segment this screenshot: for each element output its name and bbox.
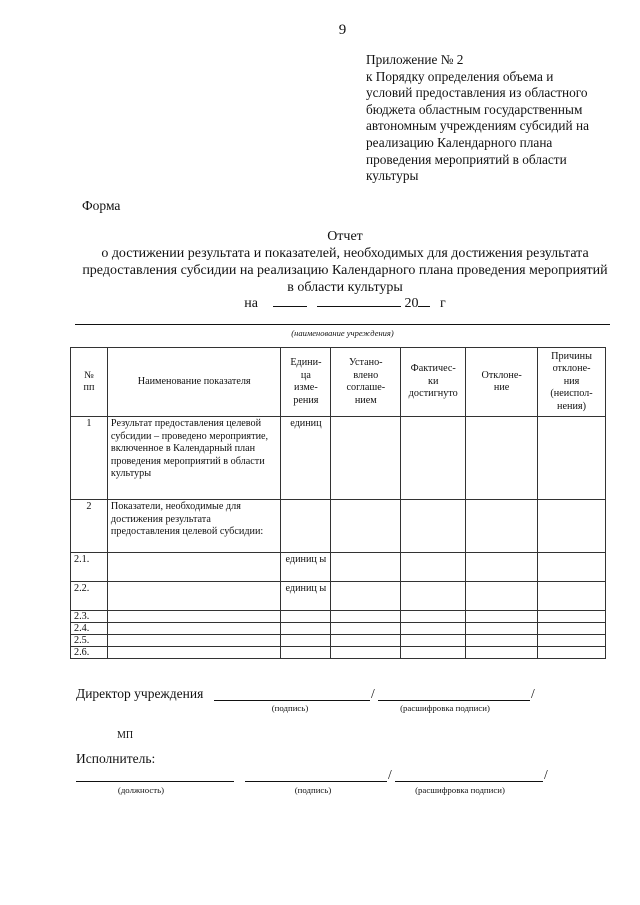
report-table	[70, 347, 606, 659]
row-name: Показатели, необходимые для достижения результата предоставления целевой субсидии:	[107, 500, 281, 553]
agreed-cell[interactable]	[331, 611, 401, 623]
agreed-cell[interactable]	[331, 553, 401, 582]
header-unit	[281, 348, 331, 417]
director-label: Директор учреждения	[76, 686, 204, 701]
slash-separator: /	[544, 767, 548, 782]
organization-caption: (наименование учреждения)	[291, 328, 394, 338]
deviation-cell[interactable]	[466, 553, 538, 582]
stamp-place: МП	[117, 730, 134, 741]
executor-position-caption: (должность)	[117, 785, 165, 795]
deviation-cell[interactable]	[466, 635, 538, 647]
header-line: №	[84, 369, 94, 381]
executor-signature-line[interactable]	[245, 781, 387, 782]
deviation-cell[interactable]	[466, 417, 538, 500]
agreed-cell[interactable]	[331, 623, 401, 635]
row-num: 2.3.	[71, 611, 108, 623]
executor-decoding-caption: (расшифровка подписи)	[415, 785, 505, 795]
header-line: (неиспол-	[550, 388, 593, 400]
title-line: о достижении результата и показателей, необходимых для достижения результата	[101, 246, 589, 261]
organization-name-line[interactable]	[75, 324, 610, 325]
agreed-cell[interactable]	[331, 635, 401, 647]
header-agreed	[331, 348, 401, 417]
row-num: 2.5.	[71, 635, 108, 647]
header-line: нения)	[557, 400, 587, 412]
row-num: 2.4.	[71, 623, 108, 635]
header-line: нием	[354, 394, 377, 406]
actual-cell[interactable]	[401, 582, 466, 611]
agreed-cell[interactable]	[331, 500, 401, 553]
appendix-line: проведения мероприятий в области	[366, 151, 567, 167]
deviation-cell[interactable]	[466, 647, 538, 659]
appendix-line: автономным учреждениям субсидий на	[366, 118, 589, 134]
header-line: ние	[493, 382, 510, 393]
header-line: Отклоне-	[481, 369, 522, 381]
appendix-line: реализацию Календарного плана	[366, 134, 553, 150]
title-line: предоставления субсидии на реализацию Календарного плана проведения мероприятий	[82, 263, 608, 278]
header-line: отклоне-	[552, 363, 591, 375]
row-name[interactable]	[107, 553, 281, 582]
row-unit: единиц ы	[281, 553, 331, 582]
header-line: Едини-	[290, 357, 322, 368]
header-line: соглаше-	[346, 382, 386, 393]
row-num: 2.1.	[71, 553, 108, 582]
table-row	[71, 500, 606, 553]
day-blank[interactable]	[273, 294, 307, 307]
table-row	[71, 553, 606, 582]
appendix-line: бюджета областным государственным	[366, 101, 583, 117]
header-line: Фактичес-	[410, 363, 456, 375]
header-line: Устано-	[349, 357, 383, 368]
date-suffix: г	[439, 296, 446, 311]
director-decoding-line[interactable]	[378, 700, 530, 701]
director-signature-caption: (подпись)	[271, 703, 309, 713]
row-name[interactable]	[107, 611, 281, 623]
header-deviation	[466, 348, 538, 417]
row-unit[interactable]	[281, 623, 331, 635]
title-line: в области культуры	[287, 280, 403, 295]
form-label: Форма	[82, 198, 121, 213]
table-row	[71, 582, 606, 611]
row-num: 2.6.	[71, 647, 108, 659]
appendix-line: условий предоставления из областного	[366, 85, 588, 101]
page-number: 9	[338, 22, 347, 38]
deviation-cell[interactable]	[466, 611, 538, 623]
reasons-cell[interactable]	[538, 647, 606, 659]
row-name[interactable]	[107, 647, 281, 659]
header-line: достигнуто	[408, 388, 458, 400]
actual-cell[interactable]	[401, 553, 466, 582]
header-actual	[401, 348, 466, 417]
actual-cell[interactable]	[401, 647, 466, 659]
header-line: ния	[563, 375, 580, 387]
header-line: Причины	[551, 350, 592, 362]
actual-cell[interactable]	[401, 500, 466, 553]
executor-signature-caption: (подпись)	[294, 785, 332, 795]
agreed-cell[interactable]	[331, 417, 401, 500]
reasons-cell[interactable]	[538, 417, 606, 500]
agreed-cell[interactable]	[331, 647, 401, 659]
reasons-cell[interactable]	[538, 500, 606, 553]
row-name: Результат предоставления целевой субсидии – проведено мероприятие, включенное в Календарный план проведения мероприятий в области культуры	[107, 417, 281, 500]
header-line: пп	[83, 382, 95, 393]
table-row	[71, 647, 606, 659]
row-unit: единиц ы	[281, 582, 331, 611]
deviation-cell[interactable]	[466, 623, 538, 635]
director-decoding-caption: (расшифровка подписи)	[400, 703, 490, 713]
slash-separator: /	[388, 767, 392, 782]
appendix-note	[366, 52, 626, 185]
reasons-cell[interactable]	[538, 623, 606, 635]
header-reasons	[538, 348, 606, 417]
appendix-line: культуры	[366, 168, 419, 184]
executor-position-line[interactable]	[76, 781, 234, 782]
header-line: ца	[300, 369, 311, 381]
slash-separator: /	[371, 686, 375, 701]
row-name[interactable]	[107, 635, 281, 647]
table-row	[71, 635, 606, 647]
actual-cell[interactable]	[401, 417, 466, 500]
row-unit[interactable]	[281, 611, 331, 623]
header-num	[71, 348, 108, 417]
date-prefix: на	[244, 296, 258, 311]
date-year: 20	[404, 296, 419, 311]
row-unit: единиц	[281, 417, 331, 500]
year-blank[interactable]	[418, 294, 430, 307]
table-row	[71, 623, 606, 635]
actual-cell[interactable]	[401, 635, 466, 647]
executor-decoding-line[interactable]	[395, 781, 543, 782]
month-blank[interactable]	[317, 294, 401, 307]
row-num: 1	[71, 417, 108, 500]
title-line: Отчет	[327, 229, 363, 244]
agreed-cell[interactable]	[331, 582, 401, 611]
row-num: 2.2.	[71, 582, 108, 611]
header-line: рения	[293, 394, 319, 406]
slash-separator: /	[531, 686, 535, 701]
table-header-row	[71, 348, 606, 417]
reasons-cell[interactable]	[538, 635, 606, 647]
row-unit	[281, 500, 331, 553]
row-num: 2	[71, 500, 108, 553]
row-unit[interactable]	[281, 647, 331, 659]
row-name[interactable]	[107, 582, 281, 611]
header-line: изме-	[294, 382, 318, 393]
table-row	[71, 417, 606, 500]
deviation-cell[interactable]	[466, 582, 538, 611]
reasons-cell[interactable]	[538, 611, 606, 623]
row-name[interactable]	[107, 623, 281, 635]
actual-cell[interactable]	[401, 611, 466, 623]
executor-label: Исполнитель:	[76, 751, 156, 766]
header-name: Наименование показателя	[107, 348, 281, 417]
actual-cell[interactable]	[401, 623, 466, 635]
appendix-line: Приложение № 2	[366, 52, 464, 67]
report-title	[60, 228, 630, 296]
reasons-cell[interactable]	[538, 553, 606, 582]
report-date-line	[60, 294, 630, 312]
header-line: влено	[353, 369, 379, 381]
reasons-cell[interactable]	[538, 582, 606, 611]
table-row	[71, 611, 606, 623]
deviation-cell[interactable]	[466, 500, 538, 553]
header-line: ки	[428, 375, 439, 387]
row-unit[interactable]	[281, 635, 331, 647]
director-signature-line[interactable]	[214, 700, 370, 701]
appendix-line: к Порядку определения объема и	[366, 68, 554, 84]
